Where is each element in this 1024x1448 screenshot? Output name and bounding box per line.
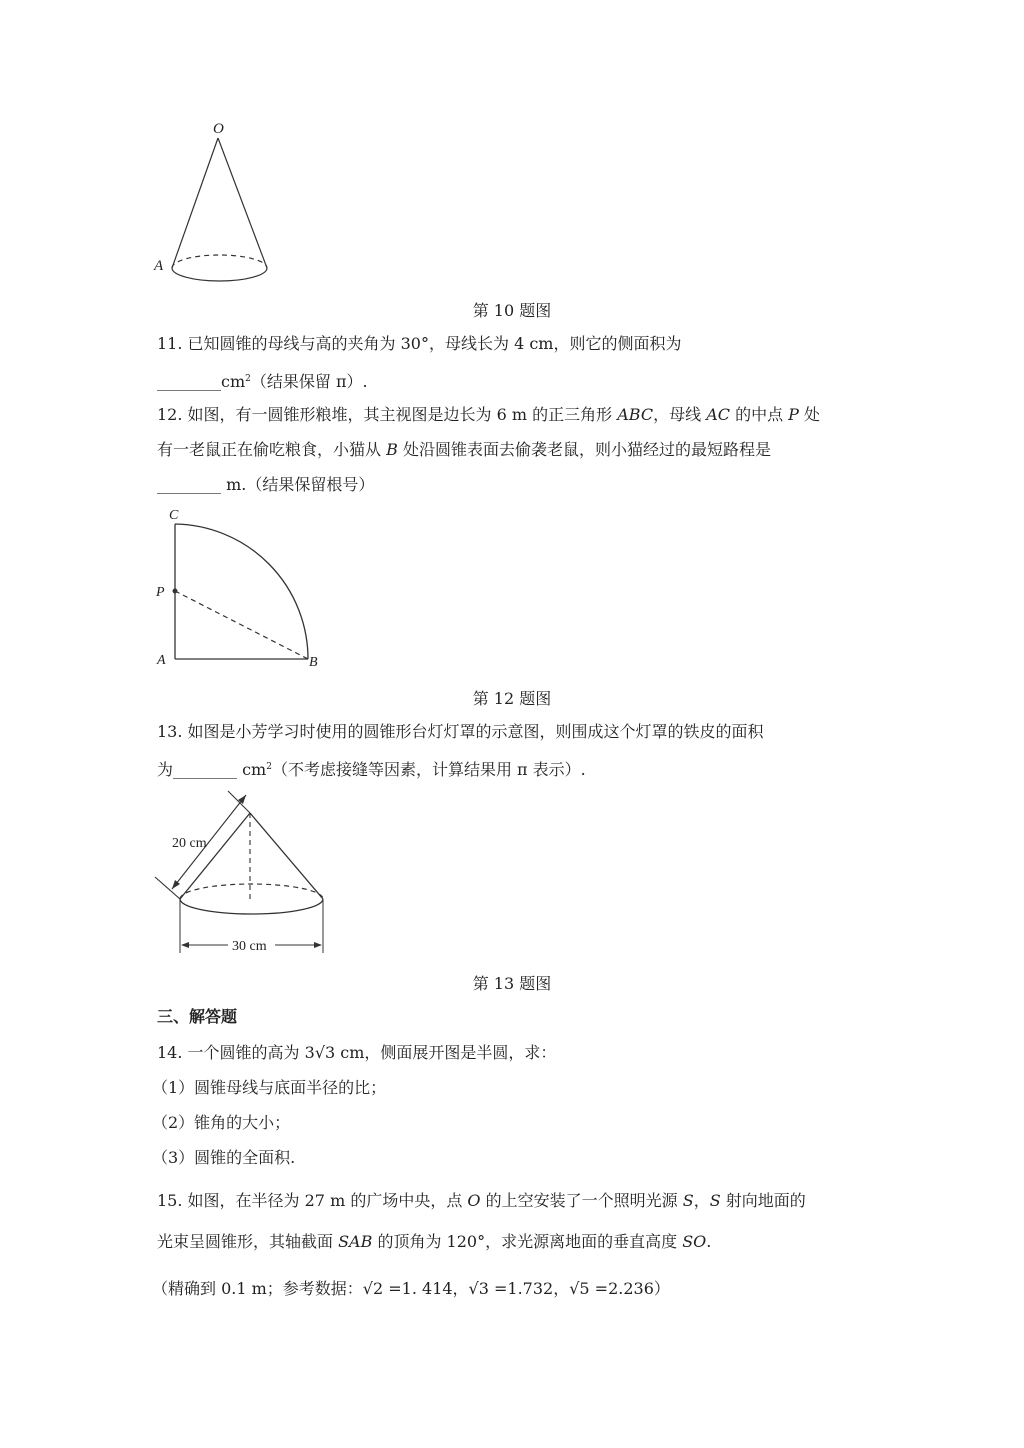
q13-sup: 2 <box>266 762 272 772</box>
fig10-cone-diagram <box>150 115 280 290</box>
q15-text-g: . <box>706 1232 712 1251</box>
q12-text-b: ，母线 <box>653 405 707 424</box>
fig12-caption: 第 12 题图 <box>472 689 552 708</box>
q13-text-a: 为________ cm <box>157 760 267 779</box>
q14-text-b: cm，侧面展开图是半圆，求： <box>335 1043 557 1062</box>
q15-so: SO <box>682 1232 707 1251</box>
fig12-label-p: P <box>156 585 165 600</box>
fig13-slant-label: 20 cm <box>172 836 207 851</box>
q15-line2 <box>157 1232 711 1252</box>
q14-item-2: （2）锥角的大小； <box>152 1113 291 1132</box>
q15-text-e: 光束呈圆锥形，其轴截面 <box>157 1232 339 1251</box>
fig13-base-label: 30 cm <box>232 939 267 954</box>
fig12-label-b: B <box>309 655 318 670</box>
q14-line1 <box>157 1043 556 1063</box>
q12-text-d: 处 <box>798 405 821 424</box>
q11-sup: 2 <box>245 374 251 384</box>
q11-line2 <box>157 369 368 392</box>
q12-line2 <box>157 440 771 460</box>
q12-ac: AC <box>706 405 730 424</box>
q15-s2: S <box>709 1191 721 1210</box>
fig10-caption: 第 10 题图 <box>472 301 552 320</box>
q12-line1 <box>157 405 820 425</box>
q15-sab: SAB <box>338 1232 373 1251</box>
fig12-label-a: A <box>157 653 166 668</box>
q12-abc: ABC <box>617 405 654 424</box>
q12-line3: ________ m.（结果保留根号） <box>157 475 375 494</box>
q12-text-a: 12. 如图，有一圆锥形粮堆，其主视图是边长为 6 m 的正三角形 <box>157 405 618 424</box>
q11-tail: （结果保留 π）. <box>250 372 368 391</box>
q12-p: P <box>788 405 799 424</box>
q12-b: B <box>386 440 398 459</box>
q15-text-d: 射向地面的 <box>720 1191 806 1210</box>
fig10-label-o: O <box>213 121 224 137</box>
q11-line1: 11. 已知圆锥的母线与高的夹角为 30°，母线长为 4 cm，则它的侧面积为 <box>157 334 682 353</box>
q15-text-c: ， <box>693 1191 710 1210</box>
fig13-caption: 第 13 题图 <box>472 974 552 993</box>
q15-text-a: 15. 如图，在半径为 27 m 的广场中央，点 <box>157 1191 468 1210</box>
q13-line1: 13. 如图是小芳学习时使用的圆锥形台灯灯罩的示意图，则围成这个灯罩的铁皮的面积 <box>157 722 764 741</box>
q15-o: O <box>467 1191 481 1210</box>
q14-item-3: （3）圆锥的全面积. <box>152 1148 296 1167</box>
fig12-sector-diagram <box>150 502 330 674</box>
fig12-label-c: C <box>169 508 179 523</box>
q13-line2 <box>157 757 586 780</box>
q15-line1 <box>157 1191 806 1211</box>
q11-unit: cm <box>221 372 246 391</box>
fig13-lampshade-diagram <box>150 785 350 960</box>
q15-reference-data: （精确到 0.1 m；参考数据：√2 =1. 414，√3 =1.732，√5 =2.236） <box>152 1279 670 1298</box>
q12-text-c: 的中点 <box>729 405 789 424</box>
q15-text-f: 的顶角为 120°，求光源离地面的垂直高度 <box>372 1232 683 1251</box>
q12-text-f: 处沿圆锥表面去偷袭老鼠，则小猫经过的最短路程是 <box>397 440 771 459</box>
q13-text-b: （不考虑接缝等因素，计算结果用 π 表示）. <box>271 760 586 779</box>
fig10-label-a: A <box>154 258 164 274</box>
q15-s1: S <box>682 1191 694 1210</box>
q15-text-b: 的上空安装了一个照明光源 <box>480 1191 683 1210</box>
q14-sqrt3: √3 <box>314 1043 336 1062</box>
q14-item-1: （1）圆锥母线与底面半径的比； <box>152 1078 387 1097</box>
q12-text-e: 有一老鼠正在偷吃粮食，小猫从 <box>157 440 387 459</box>
q11-blank: ________ <box>157 372 221 391</box>
section3-heading: 三、解答题 <box>157 1007 238 1026</box>
q14-text-a: 14. 一个圆锥的高为 3 <box>157 1043 315 1062</box>
